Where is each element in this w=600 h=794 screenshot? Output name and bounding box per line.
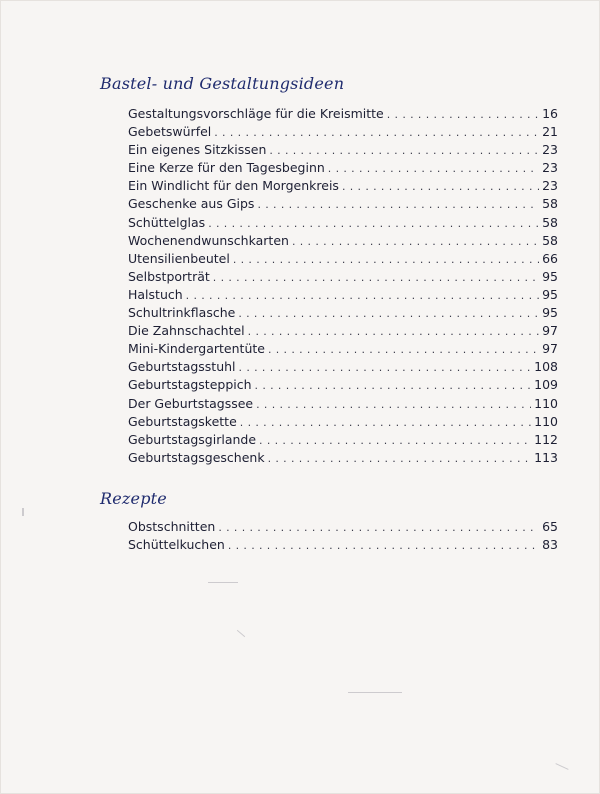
- toc-entry-title: Der Geburtstagssee: [128, 395, 254, 411]
- toc-entry-page-number: 58: [542, 214, 558, 230]
- dot-leader: [259, 432, 531, 450]
- toc-entry: [128, 232, 558, 250]
- toc-entry-title: Halstuch: [128, 286, 183, 302]
- toc-entry: [128, 286, 558, 304]
- toc-entry-title: Schüttelkuchen: [128, 537, 225, 553]
- toc-entry-page-number: 83: [542, 537, 558, 553]
- paper-speck: [237, 630, 245, 637]
- toc-entry-title: Geburtstagsgirlande: [128, 431, 257, 447]
- toc-entry: [128, 449, 558, 467]
- toc-entry-title: Geburtstagsgeschenk: [128, 449, 265, 465]
- paper-speck: [348, 692, 402, 693]
- toc-entry-page-number: 97: [542, 323, 558, 339]
- dot-leader: [240, 414, 531, 432]
- toc-entry: [128, 536, 558, 554]
- toc-entry-title: Selbstporträt: [128, 268, 210, 284]
- toc-entry-title: Gebetswürfel: [128, 124, 212, 140]
- toc-entry-page-number: 110: [534, 395, 558, 411]
- toc-entry-page-number: 108: [534, 359, 558, 375]
- toc-entry-title: Die Zahnschachtel: [128, 323, 245, 339]
- toc-entry-title: Geschenke aus Gips: [128, 196, 255, 212]
- toc-list-recipes: [128, 518, 558, 554]
- toc-entry: [128, 195, 558, 213]
- dot-leader: [328, 160, 539, 178]
- dot-leader: [208, 215, 539, 233]
- dot-leader: [268, 341, 539, 359]
- toc-entry-page-number: 58: [542, 196, 558, 212]
- dot-leader: [257, 196, 539, 214]
- toc-entry: [128, 376, 558, 394]
- toc-entry: [128, 413, 558, 431]
- toc-entry-title: Ein eigenes Sitzkissen: [128, 142, 267, 158]
- toc-entry-page-number: 23: [542, 142, 558, 158]
- dot-leader: [238, 305, 539, 323]
- toc-entry: [128, 518, 558, 536]
- toc-entry-page-number: 97: [542, 341, 558, 357]
- toc-entry-page-number: 23: [542, 160, 558, 176]
- dot-leader: [387, 106, 539, 124]
- toc-entry-page-number: 23: [542, 178, 558, 194]
- dot-leader: [186, 287, 539, 305]
- toc-list-crafts: [128, 105, 558, 467]
- section-heading-crafts: Bastel- und Gestaltungsideen: [100, 74, 345, 93]
- toc-entry-page-number: 113: [534, 449, 558, 465]
- dot-leader: [228, 537, 539, 555]
- paper-speck: [22, 508, 24, 516]
- dot-leader: [256, 396, 531, 414]
- dot-leader: [292, 233, 539, 251]
- toc-entry: [128, 177, 558, 195]
- toc-entry-title: Geburtstagsteppich: [128, 377, 252, 393]
- toc-entry: [128, 123, 558, 141]
- toc-entry: [128, 358, 558, 376]
- toc-entry-page-number: 21: [542, 124, 558, 140]
- toc-entry: [128, 268, 558, 286]
- dot-leader: [233, 251, 539, 269]
- toc-entry-page-number: 65: [542, 519, 558, 534]
- toc-entry-title: Obstschnitten: [128, 519, 216, 534]
- dot-leader: [218, 519, 539, 537]
- toc-entry: [128, 304, 558, 322]
- section-heading-recipes: Rezepte: [100, 489, 167, 508]
- toc-entry-title: Utensilienbeutel: [128, 250, 230, 266]
- toc-entry: [128, 395, 558, 413]
- toc-entry: [128, 159, 558, 177]
- toc-entry-title: Gestaltungsvorschläge für die Kreismitte: [128, 106, 384, 121]
- toc-entry-title: Schultrinkflasche: [128, 305, 236, 321]
- toc-entry-title: Eine Kerze für den Tagesbeginn: [128, 160, 325, 176]
- toc-entry: [128, 340, 558, 358]
- toc-entry-title: Mini-Kindergartentüte: [128, 341, 265, 357]
- toc-entry-title: Ein Windlicht für den Morgenkreis: [128, 178, 339, 194]
- toc-entry: [128, 141, 558, 159]
- toc-entry: [128, 105, 558, 123]
- toc-entry-page-number: 112: [534, 431, 558, 447]
- paper-speck: [555, 763, 568, 770]
- dot-leader: [269, 142, 539, 160]
- toc-entry-page-number: 109: [534, 377, 558, 393]
- toc-entry: [128, 322, 558, 340]
- toc-entry: [128, 250, 558, 268]
- dot-leader: [213, 269, 539, 287]
- toc-entry-title: Geburtstagskette: [128, 413, 237, 429]
- toc-entry-page-number: 95: [542, 305, 558, 321]
- toc-entry-title: Schüttelglas: [128, 214, 206, 230]
- toc-entry-title: Geburtstagsstuhl: [128, 359, 236, 375]
- toc-entry-title: Wochenendwunschkarten: [128, 232, 289, 248]
- toc-entry: [128, 431, 558, 449]
- dot-leader: [248, 323, 539, 341]
- toc-entry-page-number: 66: [542, 250, 558, 266]
- toc-entry-page-number: 95: [542, 268, 558, 284]
- dot-leader: [214, 124, 539, 142]
- toc-entry-page-number: 95: [542, 286, 558, 302]
- dot-leader: [255, 377, 532, 395]
- toc-entry-page-number: 110: [534, 413, 558, 429]
- toc-entry-page-number: 58: [542, 232, 558, 248]
- dot-leader: [268, 450, 532, 468]
- dot-leader: [342, 178, 539, 196]
- toc-entry-page-number: 16: [542, 106, 558, 121]
- toc-entry: [128, 214, 558, 232]
- paper-speck: [208, 582, 238, 583]
- dot-leader: [239, 359, 532, 377]
